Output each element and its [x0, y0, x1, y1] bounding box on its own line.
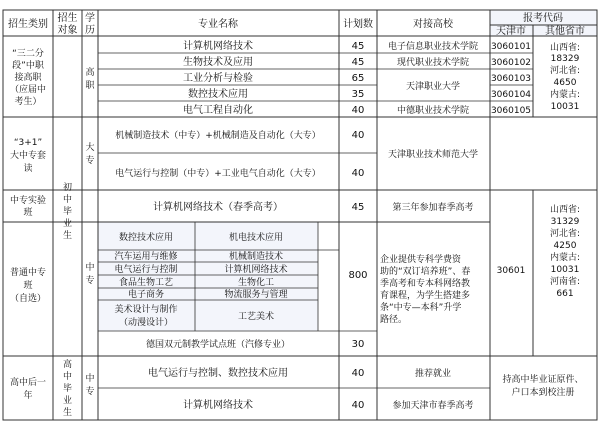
svg-text:读: 读: [23, 164, 33, 174]
svg-text:（应届中: （应届中: [9, 85, 47, 95]
svg-text:中: 中: [62, 372, 73, 382]
svg-text:普通中专: 普通中专: [9, 268, 47, 278]
svg-text:企业提供专科学费资: 企业提供专科学费资: [380, 255, 462, 265]
svg-text:工艺美术: 工艺美术: [237, 312, 275, 322]
svg-text:食品生物工艺: 食品生物工艺: [118, 278, 174, 288]
other-province-codes-1: [550, 41, 580, 112]
svg-text:物流服务与管理: 物流服务与管理: [224, 290, 288, 300]
svg-text:汽车运用与维修: 汽车运用与维修: [114, 252, 178, 262]
level-dazhuan: [85, 141, 94, 166]
category-3plus1: [10, 138, 46, 174]
header-target-1: 招生: [57, 13, 78, 24]
svg-text:数控技术应用: 数控技术应用: [118, 233, 174, 243]
svg-text:毕: 毕: [62, 384, 73, 394]
table-row: [183, 55, 531, 68]
svg-text:3060101: 3060101: [490, 42, 532, 52]
svg-text:河北省:: 河北省:: [549, 229, 581, 239]
svg-text:4650: 4650: [553, 78, 577, 88]
category-32-segment: [10, 47, 46, 107]
svg-text:3060102: 3060102: [490, 58, 532, 68]
plan-electrical: 40: [351, 168, 365, 179]
svg-text:河北省:: 河北省:: [549, 66, 581, 76]
header-target-2: 对象: [57, 25, 78, 36]
svg-text:电子商务: 电子商务: [127, 290, 165, 300]
svg-text:美术设计与制作: 美术设计与制作: [114, 305, 178, 315]
svg-text:大中专套: 大中专套: [9, 151, 47, 161]
svg-text:班: 班: [23, 281, 33, 291]
svg-text:“3+1”: “3+1”: [13, 138, 43, 148]
svg-text:初: 初: [62, 183, 73, 193]
svg-text:3060105: 3060105: [490, 106, 532, 116]
svg-text:段”中职: 段”中职: [12, 61, 44, 71]
svg-text:18329: 18329: [550, 54, 580, 64]
plan-mechanical: 40: [351, 130, 365, 141]
svg-text:65: 65: [351, 73, 365, 84]
major-electrical-cnc: 电气运行与控制、数控技术应用: [148, 368, 288, 379]
level-gaozhi: [85, 66, 95, 91]
svg-text:生物化工: 生物化工: [237, 278, 275, 288]
plan-network-spring: 45: [351, 202, 365, 213]
svg-text:35: 35: [351, 89, 365, 100]
header-major: 专业名称: [198, 19, 238, 30]
svg-text:河南省:: 河南省:: [549, 277, 581, 287]
svg-text:45: 45: [351, 57, 365, 68]
svg-text:业: 业: [62, 219, 73, 229]
svg-text:10031: 10031: [550, 265, 580, 275]
partner-tech-normal-univ: 天津职业技术师范大学: [387, 150, 479, 160]
level-zhongzhuan-2: [85, 372, 94, 397]
svg-text:大: 大: [85, 143, 95, 153]
svg-text:机电技术应用: 机电技术应用: [228, 233, 284, 243]
header-code-other: 其他省市: [545, 26, 585, 37]
svg-text:年: 年: [23, 391, 33, 401]
svg-text:电子信息职业技术学院: 电子信息职业技术学院: [387, 42, 479, 52]
svg-text:助的“双订培养班”、春: 助的“双订培养班”、春: [380, 267, 471, 277]
svg-text:业: 业: [62, 396, 73, 406]
svg-text:3060104: 3060104: [490, 90, 532, 100]
major-mechanical: 机械制造技术（中专）+机械制造及自动化（大专）: [115, 131, 321, 141]
partner-regular-note: [380, 253, 470, 325]
svg-text:班: 班: [23, 208, 33, 218]
target-junior: [63, 181, 72, 241]
svg-text:专: 专: [85, 276, 95, 286]
table-row: [183, 39, 531, 52]
header-education-1: 学: [85, 13, 95, 24]
svg-text:职: 职: [85, 81, 95, 91]
major-german-dual: 德国双元制教学试点班（汽修专业）: [145, 340, 291, 350]
svg-text:考生）: 考生）: [14, 97, 42, 107]
table-row: [188, 87, 531, 100]
svg-text:接高职: 接高职: [14, 73, 42, 83]
header-plan: 计划数: [343, 19, 373, 30]
svg-text:高: 高: [62, 360, 73, 370]
svg-text:（自选）: （自选）: [9, 294, 47, 304]
svg-text:山西省:: 山西省:: [549, 43, 581, 53]
plan-electrical-cnc: 40: [351, 368, 365, 379]
major-network-spring: 计算机网络技术（春季高考）: [153, 202, 283, 213]
svg-text:45: 45: [351, 41, 365, 52]
plan-network-2: 40: [351, 400, 365, 411]
svg-text:生: 生: [62, 231, 73, 241]
header-category: 招生类别: [8, 19, 48, 30]
svg-text:内蒙古:: 内蒙古:: [549, 90, 581, 100]
svg-text:计算机网络技术: 计算机网络技术: [183, 41, 253, 52]
table-row: [183, 71, 531, 84]
target-senior: [63, 358, 72, 418]
svg-text:条“中专—本科”升学: 条“中专—本科”升学: [380, 303, 462, 313]
svg-text:4250: 4250: [553, 241, 577, 251]
svg-text:高: 高: [85, 68, 95, 78]
svg-text:季高考和专本科网络教: 季高考和专本科网络教: [380, 279, 471, 289]
svg-text:计算机网络技术: 计算机网络技术: [224, 265, 288, 275]
partner-tianjin-spring-exam: 参加天津市春季高考: [392, 401, 474, 411]
svg-text:电气运行与控制: 电气运行与控制: [114, 265, 178, 275]
code-regular-tianjin: 30601: [496, 266, 526, 276]
svg-text:毕: 毕: [62, 207, 73, 217]
svg-text:3060103: 3060103: [490, 74, 532, 84]
svg-text:现代职业技术学院: 现代职业技术学院: [396, 58, 470, 68]
svg-text:“三二分: “三二分: [12, 49, 44, 59]
partner-spring-exam: 第三年参加春季高考: [392, 203, 474, 213]
plan-german-dual: 30: [351, 339, 365, 350]
header-partner: 对接高校: [413, 19, 453, 30]
svg-text:中: 中: [62, 195, 73, 205]
svg-text:电气工程自动化: 电气工程自动化: [183, 105, 253, 116]
plan-regular: 800: [348, 270, 368, 281]
major-network-2: 计算机网络技术: [183, 400, 253, 411]
svg-text:山西省:: 山西省:: [549, 205, 581, 215]
svg-text:（动漫设计）: （动漫设计）: [118, 318, 174, 328]
category-experimental: [10, 194, 46, 218]
header-education-2: 历: [85, 25, 95, 36]
svg-text:户口本到校注册: 户口本到校注册: [511, 388, 575, 398]
svg-text:机械制造技术: 机械制造技术: [228, 252, 284, 262]
partner-employment: 推荐就业: [414, 369, 452, 379]
major-electrical: 电气运行与控制（中专）+工业电气自动化（大专）: [115, 169, 321, 179]
svg-text:中德职业技术学院: 中德职业技术学院: [396, 106, 470, 116]
svg-text:10031: 10031: [550, 102, 580, 112]
svg-text:31329: 31329: [550, 217, 580, 227]
svg-text:育课程，为学生搭建多: 育课程，为学生搭建多: [380, 291, 471, 301]
svg-text:中: 中: [85, 374, 95, 384]
table-row: [183, 103, 531, 116]
svg-text:40: 40: [351, 105, 365, 116]
svg-text:内蒙古:: 内蒙古:: [549, 253, 581, 263]
category-regular: [10, 266, 46, 304]
svg-text:中: 中: [85, 263, 95, 273]
level-zhongzhuan-1: [85, 261, 94, 286]
svg-text:生: 生: [62, 408, 73, 418]
svg-text:中专实验: 中专实验: [9, 196, 47, 206]
svg-text:路径。: 路径。: [380, 315, 408, 325]
svg-text:数控技术应用: 数控技术应用: [188, 89, 248, 100]
header-code-tianjin: 天津市: [496, 26, 526, 37]
svg-text:专: 专: [85, 387, 95, 397]
header-code: 报考代码: [523, 13, 563, 24]
svg-text:工业分析与检验: 工业分析与检验: [183, 73, 253, 84]
partner-tianjin-vocational: 天津职业大学: [405, 82, 461, 92]
svg-text:高中后一: 高中后一: [9, 378, 47, 388]
svg-text:661: 661: [556, 289, 574, 299]
category-post-highschool: [10, 376, 46, 401]
registration-note: [502, 373, 583, 398]
svg-text:专: 专: [85, 156, 95, 166]
svg-text:生物技术及应用: 生物技术及应用: [183, 57, 253, 68]
svg-text:持高中毕业证原件、: 持高中毕业证原件、: [502, 375, 584, 385]
other-province-codes-2: [550, 203, 580, 299]
